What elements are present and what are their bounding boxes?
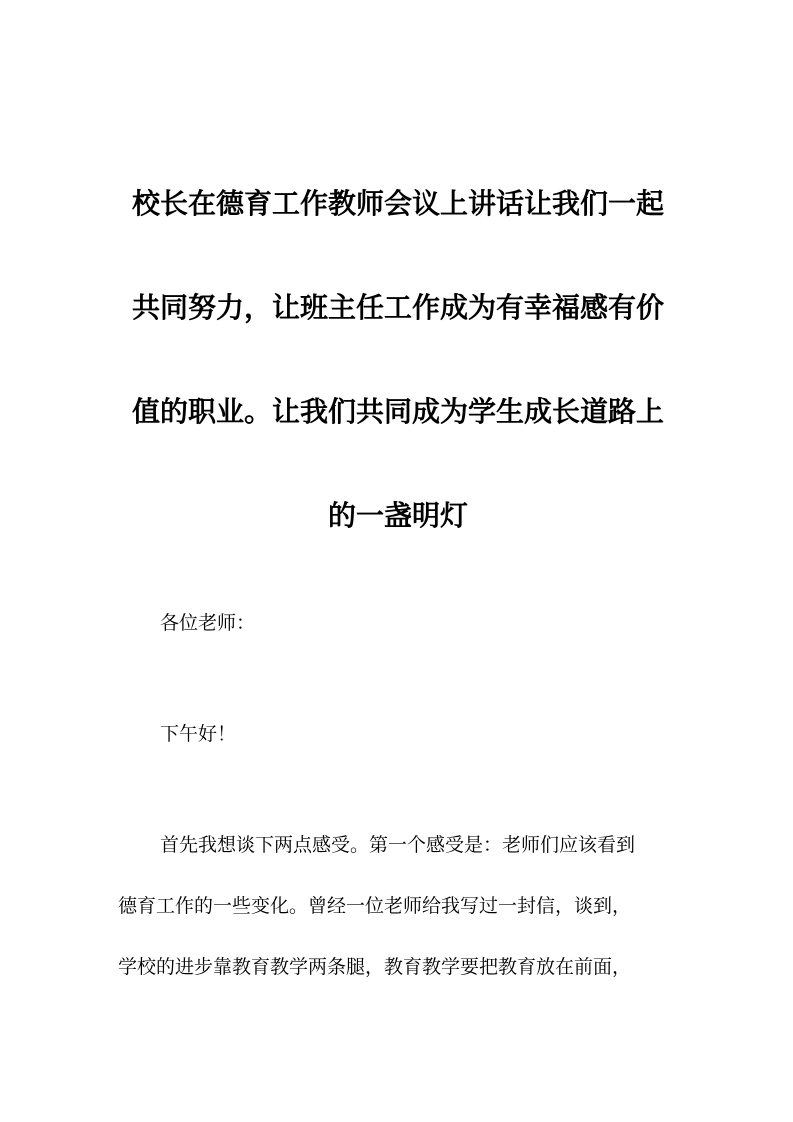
paragraph-line-2: 德育工作的一些变化。曾经一位老师给我写过一封信，谈到， — [118, 895, 632, 917]
paragraph-line-3: 学校的进步靠教育教学两条腿，教育教学要把教育放在前面， — [118, 956, 632, 978]
document-body — [118, 596, 680, 995]
salutation: 各位老师： — [160, 612, 256, 634]
title-line-2: 共同努力，让班主任工作成为有幸福感有价 — [131, 291, 664, 324]
paragraph-gap — [118, 762, 680, 818]
document-title — [118, 175, 678, 591]
title-line-3: 值的职业。让我们共同成为学生成长道路上 — [131, 395, 664, 428]
paragraph-gap — [118, 651, 680, 707]
title-line-4: 的一盏明灯 — [327, 499, 468, 532]
greeting: 下午好！ — [160, 723, 237, 745]
paragraph-line-1: 首先我想谈下两点感受。第一个感受是：老师们应该看到 — [160, 834, 636, 856]
title-line-1: 校长在德育工作教师会议上讲话让我们一起 — [131, 187, 664, 220]
